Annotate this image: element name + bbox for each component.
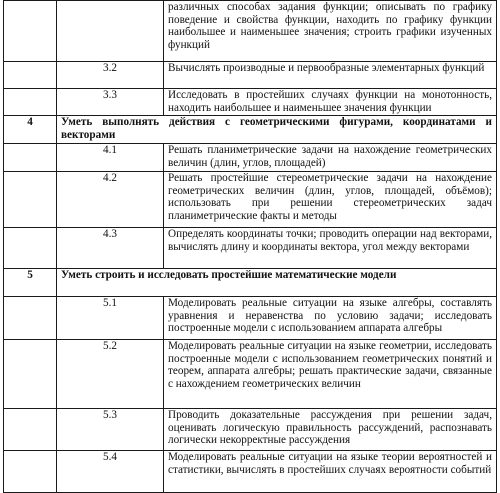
table-row (4, 228, 497, 269)
requirement-text-cell: Решать простейшие стереометрические задачи на нахождение геометрических величин (длин, углов, площадей, объёмов); использовать при решении стереометрических задач планиметрические факты и методы (164, 172, 497, 228)
item-code-cell (57, 1, 164, 62)
section-number-cell (4, 451, 57, 493)
section-number-cell (4, 1, 57, 62)
table-row (4, 144, 497, 172)
requirement-text-cell: Решать планиметрические задачи на нахождение геометрических величин (длин, углов, площадей) (164, 144, 497, 172)
section-header-row (4, 269, 497, 297)
section-heading-cell: Уметь строить и исследовать простейшие математические модели (57, 269, 497, 297)
requirement-text-cell: Проводить доказательные рассуждения при решении задач, оценивать логическую правильность рассуждений, распознавать логически некорректные рассуждения (164, 409, 497, 451)
section-header-row (4, 116, 497, 144)
section-number-cell (4, 297, 57, 340)
requirement-text-cell: Исследовать в простейших случаях функции на монотонность, находить наибольшее и наименьшее значения функции (164, 89, 497, 116)
table-row (4, 340, 497, 409)
table-row (4, 451, 497, 493)
requirements-table (3, 0, 497, 493)
item-code-cell: 4.3 (57, 228, 164, 269)
requirement-text-cell: различных способах задания функции; описывать по графику поведение и свойства функции, находить по графику функции наибольшее и наименьшее значения; строить графики изученных функций (164, 1, 497, 62)
item-code-cell: 3.3 (57, 89, 164, 116)
section-number-cell: 5 (4, 269, 57, 297)
table-row (4, 297, 497, 340)
table-row (4, 62, 497, 89)
table-row (4, 89, 497, 116)
item-code-cell: 4.1 (57, 144, 164, 172)
section-heading-cell: Уметь выполнять действия с геометрическими фигурами, координатами и векторами (57, 116, 497, 144)
section-number-cell (4, 340, 57, 409)
item-code-cell: 5.2 (57, 340, 164, 409)
section-number-cell (4, 62, 57, 89)
requirement-text-cell: Моделировать реальные ситуации на языке геометрии, исследовать построенные модели с использованием геометрических понятий и теорем, аппарата алгебры; решать практические задачи, связанные с нахождением геометрических величин (164, 340, 497, 409)
item-code-cell: 5.3 (57, 409, 164, 451)
section-number-cell (4, 144, 57, 172)
item-code-cell: 4.2 (57, 172, 164, 228)
item-code-cell: 5.4 (57, 451, 164, 493)
item-code-cell: 5.1 (57, 297, 164, 340)
section-number-cell (4, 409, 57, 451)
table-row (4, 172, 497, 228)
table-row (4, 1, 497, 62)
requirement-text-cell: Моделировать реальные ситуации на языке алгебры, составлять уравнения и неравенства по условию задачи; исследовать построенные модели с использованием аппарата алгебры (164, 297, 497, 340)
item-code-cell: 3.2 (57, 62, 164, 89)
table-row (4, 409, 497, 451)
requirement-text-cell: Вычислять производные и первообразные элементарных функций (164, 62, 497, 89)
section-number-cell (4, 89, 57, 116)
section-number-cell: 4 (4, 116, 57, 144)
requirement-text-cell: Определять координаты точки; проводить операции над векторами, вычислять длину и координаты вектора, угол между векторами (164, 228, 497, 269)
requirement-text-cell: Моделировать реальные ситуации на языке теории вероятностей и статистики, вычислять в простейших случаях вероятности событий (164, 451, 497, 493)
section-number-cell (4, 172, 57, 228)
section-number-cell (4, 228, 57, 269)
